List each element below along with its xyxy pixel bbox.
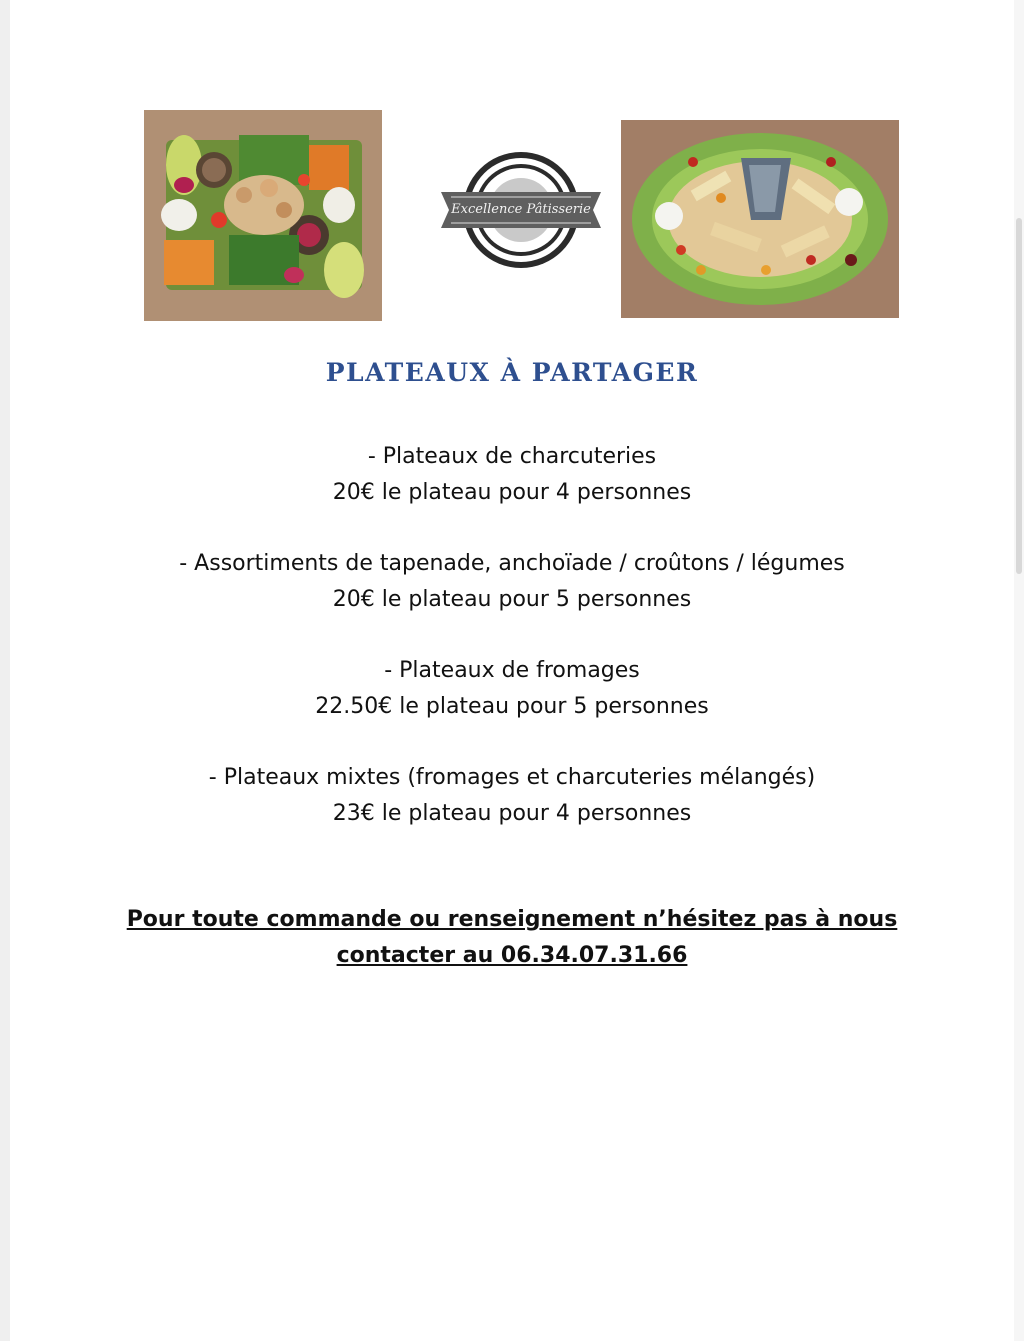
cheese-platter-photo bbox=[621, 120, 899, 318]
contact-line-1: Pour toute commande ou renseignement n’hésitez pas à nous bbox=[126, 907, 898, 932]
menu-item bbox=[0, 546, 1024, 618]
menu-item-name: - Plateaux de charcuteries bbox=[367, 444, 657, 469]
contact-notice bbox=[0, 902, 1024, 974]
page-title: PLATEAUX À PARTAGER bbox=[325, 358, 699, 387]
menu-item-price: 20€ le plateau pour 5 personnes bbox=[332, 587, 692, 612]
logo bbox=[441, 150, 601, 270]
menu-item-name: - Plateaux mixtes (fromages et charcuteries mélangés) bbox=[208, 765, 816, 790]
menu-item-name: - Assortiments de tapenade, anchoïade / croûtons / légumes bbox=[179, 551, 845, 576]
menu-item bbox=[0, 439, 1024, 511]
menu-list bbox=[0, 439, 1024, 867]
menu-item-price: 22.50€ le plateau pour 5 personnes bbox=[315, 694, 709, 719]
menu-item-name: - Plateaux de fromages bbox=[384, 658, 640, 683]
menu-item-price: 23€ le plateau pour 4 personnes bbox=[332, 801, 692, 826]
logo-text: Excellence Pâtisserie bbox=[451, 202, 591, 217]
contact-line-2: contacter au 06.34.07.31.66 bbox=[336, 943, 688, 968]
menu-item-price: 20€ le plateau pour 4 personnes bbox=[332, 480, 692, 505]
menu-item bbox=[0, 653, 1024, 725]
menu-item bbox=[0, 760, 1024, 832]
vegetable-platter-photo bbox=[144, 110, 382, 321]
